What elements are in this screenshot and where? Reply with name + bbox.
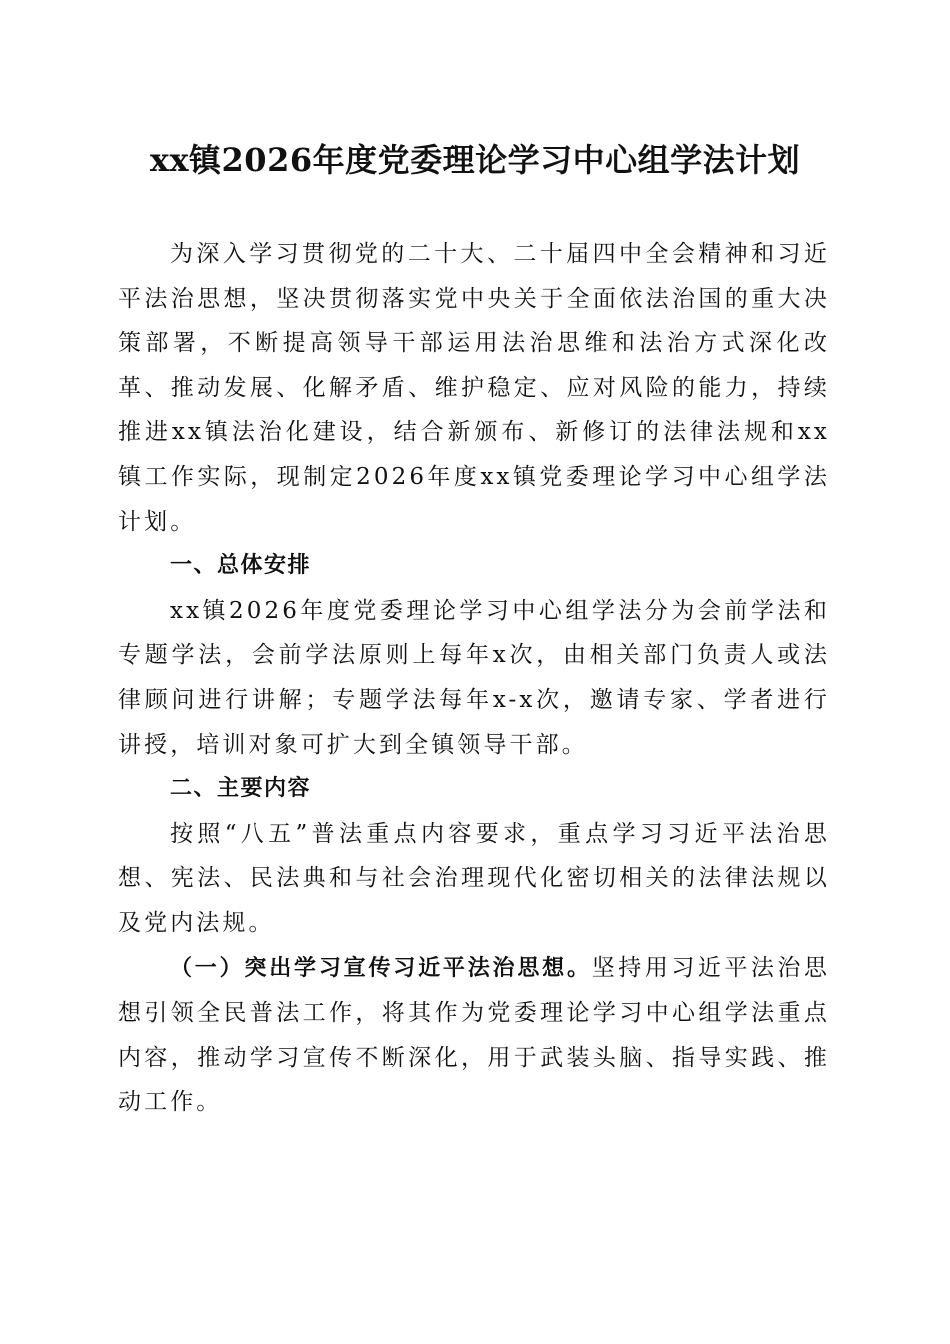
subsection-body: 坚持用习近平法治思想引领全民普法工作，将其作为党委理论学习中心组学法重点内容，推动学习宣传不断深化，用于武装头脑、指导实践、推动工作。 [118, 954, 830, 1116]
document-title: xx镇2026年度党委理论学习中心组学法计划 [149, 141, 801, 179]
subsection-paragraph [118, 946, 830, 1125]
section-heading-main-content: 二、主要内容 [170, 776, 312, 802]
section-heading-overall-arrangement: 一、总体安排 [170, 553, 312, 579]
document-body [118, 232, 830, 1125]
overall-arrangement-paragraph: xx镇2026年度党委理论学习中心组学法分为会前学法和专题学法，会前学法原则上每年x次，由相关部门负责人或法律顾问进行讲解；专题学法每年x-x次，邀请专家、学者进行讲授，培训对象可扩大到全镇领导干部。 [118, 597, 830, 758]
main-content-paragraph: 按照“八五”普法重点内容要求，重点学习习近平法治思想、宪法、民法典和与社会治理现代化密切相关的法律法规以及党内法规。 [118, 820, 830, 936]
subsection-heading: （一）突出学习宣传习近平法治思想。 [170, 955, 592, 981]
intro-paragraph: 为深入学习贯彻党的二十大、二十届四中全会精神和习近平法治思想，坚决贯彻落实党中央关于全面依法治国的重大决策部署，不断提高领导干部运用法治思维和法治方式深化改革、推动发展、化解矛盾、维护稳定、应对风险的能力，持续推进xx镇法治化建设，结合新颁布、新修订的法律法规和xx镇工作实际，现制定2026年度xx镇党委理论学习中心组学法计划。 [118, 241, 830, 535]
